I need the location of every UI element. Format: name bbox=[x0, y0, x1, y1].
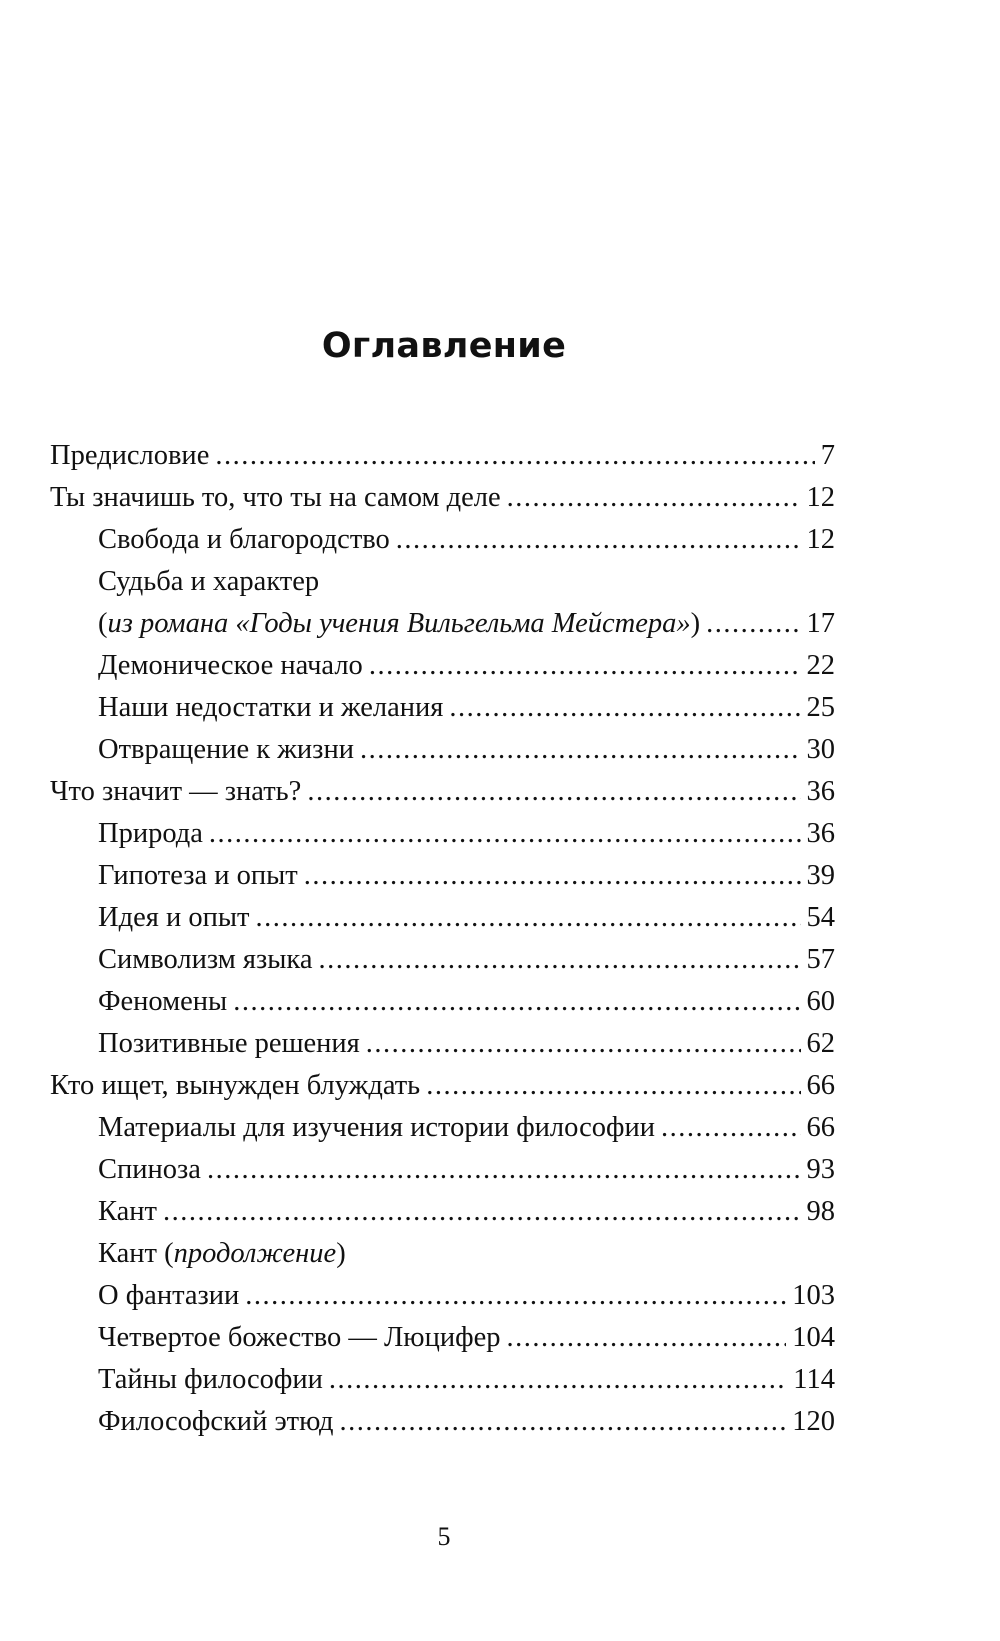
table-of-contents bbox=[50, 435, 835, 1443]
toc-entry bbox=[50, 729, 835, 771]
toc-entry-page: 39 bbox=[806, 860, 835, 891]
toc-entry bbox=[50, 1023, 835, 1065]
toc-entry-title: Отвращение к жизни bbox=[98, 734, 354, 765]
dot-leader bbox=[245, 1275, 786, 1317]
toc-entry-title: Ты значишь то, что ты на самом деле bbox=[50, 482, 501, 513]
toc-entry-title: Феномены bbox=[98, 986, 228, 1017]
toc-entry-page: 93 bbox=[806, 1154, 835, 1185]
toc-entry-page: 104 bbox=[792, 1322, 835, 1353]
dot-leader bbox=[661, 1107, 801, 1149]
toc-entry bbox=[50, 645, 835, 687]
toc-entry-title: Кто ищет, вынужден блуждать bbox=[50, 1070, 421, 1101]
dot-leader bbox=[426, 1065, 800, 1107]
toc-entry-page: 120 bbox=[792, 1406, 835, 1437]
toc-entry-page: 36 bbox=[806, 776, 835, 807]
toc-entry-title: Спиноза bbox=[98, 1154, 201, 1185]
toc-entry bbox=[50, 477, 835, 519]
toc-entry-page: 114 bbox=[793, 1364, 835, 1395]
toc-entry-title bbox=[98, 603, 700, 645]
toc-entry bbox=[50, 981, 835, 1023]
toc-entry-title: Философский этюд bbox=[98, 1406, 334, 1437]
toc-entry-title: Демоническое начало bbox=[98, 650, 363, 681]
dot-leader bbox=[215, 435, 814, 477]
toc-entry-page: 17 bbox=[806, 608, 835, 639]
toc-entry-title: Символизм языка bbox=[98, 944, 313, 975]
toc-entry bbox=[50, 1359, 835, 1401]
toc-entry-page: 30 bbox=[806, 734, 835, 765]
dot-leader bbox=[360, 729, 801, 771]
toc-entry-title: Кант bbox=[98, 1196, 157, 1227]
toc-entry-page: 62 bbox=[806, 1028, 835, 1059]
dot-leader bbox=[233, 981, 800, 1023]
toc-entry-page: 22 bbox=[806, 650, 835, 681]
toc-entry bbox=[50, 435, 835, 477]
toc-entry-subtitle: продолжение bbox=[173, 1238, 337, 1269]
toc-entry-page: 98 bbox=[806, 1196, 835, 1227]
dot-leader bbox=[507, 477, 801, 519]
toc-entry bbox=[50, 561, 835, 603]
toc-entry-page: 66 bbox=[806, 1112, 835, 1143]
toc-entry-title: Четвертое божество — Люцифер bbox=[98, 1322, 501, 1353]
page-number: 5 bbox=[437, 1522, 451, 1551]
toc-entry bbox=[50, 1317, 835, 1359]
toc-entry-title: Свобода и благородство bbox=[98, 524, 390, 555]
dot-leader bbox=[319, 939, 801, 981]
toc-entry bbox=[50, 1401, 835, 1443]
toc-entry-title: Судьба и характер bbox=[98, 566, 320, 597]
toc-entry-page: 36 bbox=[806, 818, 835, 849]
toc-entry bbox=[50, 687, 835, 729]
toc-paren-close: ) bbox=[336, 1238, 346, 1269]
toc-entry-title: Что значит — знать? bbox=[50, 776, 302, 807]
toc-entry bbox=[50, 897, 835, 939]
dot-leader bbox=[369, 645, 801, 687]
page-title: Оглавление bbox=[321, 326, 567, 366]
toc-entry-page: 7 bbox=[820, 440, 835, 471]
dot-leader bbox=[329, 1359, 787, 1401]
toc-paren-open: ( bbox=[98, 608, 108, 639]
toc-entry bbox=[50, 1107, 835, 1149]
toc-entry-title: Гипотеза и опыт bbox=[98, 860, 298, 891]
dot-leader bbox=[163, 1191, 801, 1233]
toc-entry bbox=[50, 1191, 835, 1233]
dot-leader bbox=[396, 519, 801, 561]
toc-entry bbox=[50, 1065, 835, 1107]
toc-entry-title: Природа bbox=[98, 818, 203, 849]
toc-entry-page: 12 bbox=[806, 482, 835, 513]
toc-entry-page: 60 bbox=[806, 986, 835, 1017]
dot-leader bbox=[209, 813, 801, 855]
toc-entry bbox=[50, 855, 835, 897]
dot-leader bbox=[207, 1149, 801, 1191]
toc-entry-title: Материалы для изучения истории философии bbox=[98, 1112, 655, 1143]
toc-entry-subtitle: из романа «Годы учения Вильгельма Мейстера» bbox=[107, 608, 691, 639]
toc-entry bbox=[50, 603, 835, 645]
dot-leader bbox=[506, 1317, 786, 1359]
dot-leader bbox=[339, 1401, 786, 1443]
toc-title-prefix: Кант ( bbox=[98, 1238, 174, 1269]
toc-paren-close: ) bbox=[690, 608, 701, 639]
toc-entry-title: О фантазии bbox=[98, 1280, 240, 1311]
toc-entry-title: Наши недостатки и желания bbox=[98, 692, 444, 723]
toc-entry bbox=[50, 771, 835, 813]
toc-entry-title: Тайны философии bbox=[98, 1364, 323, 1395]
dot-leader bbox=[255, 897, 800, 939]
dot-leader bbox=[304, 855, 801, 897]
toc-entry-title: Позитивные решения bbox=[98, 1028, 360, 1059]
toc-entry-page: 12 bbox=[806, 524, 835, 555]
toc-entry-title: Идея и опыт bbox=[98, 902, 250, 933]
toc-entry-title: Предисловие bbox=[50, 440, 210, 471]
toc-entry-page: 57 bbox=[806, 944, 835, 975]
toc-entry bbox=[50, 1275, 835, 1317]
toc-entry bbox=[50, 1233, 835, 1275]
toc-entry-page: 54 bbox=[806, 902, 835, 933]
toc-entry-page: 25 bbox=[806, 692, 835, 723]
toc-entry bbox=[50, 1149, 835, 1191]
toc-entry-page: 66 bbox=[806, 1070, 835, 1101]
toc-entry bbox=[50, 813, 835, 855]
toc-entry bbox=[50, 519, 835, 561]
toc-entry bbox=[50, 939, 835, 981]
toc-entry-page: 103 bbox=[792, 1280, 835, 1311]
dot-leader bbox=[449, 687, 800, 729]
dot-leader bbox=[706, 603, 800, 645]
toc-entry-title bbox=[98, 1233, 346, 1275]
dot-leader bbox=[366, 1023, 801, 1065]
dot-leader bbox=[307, 771, 800, 813]
